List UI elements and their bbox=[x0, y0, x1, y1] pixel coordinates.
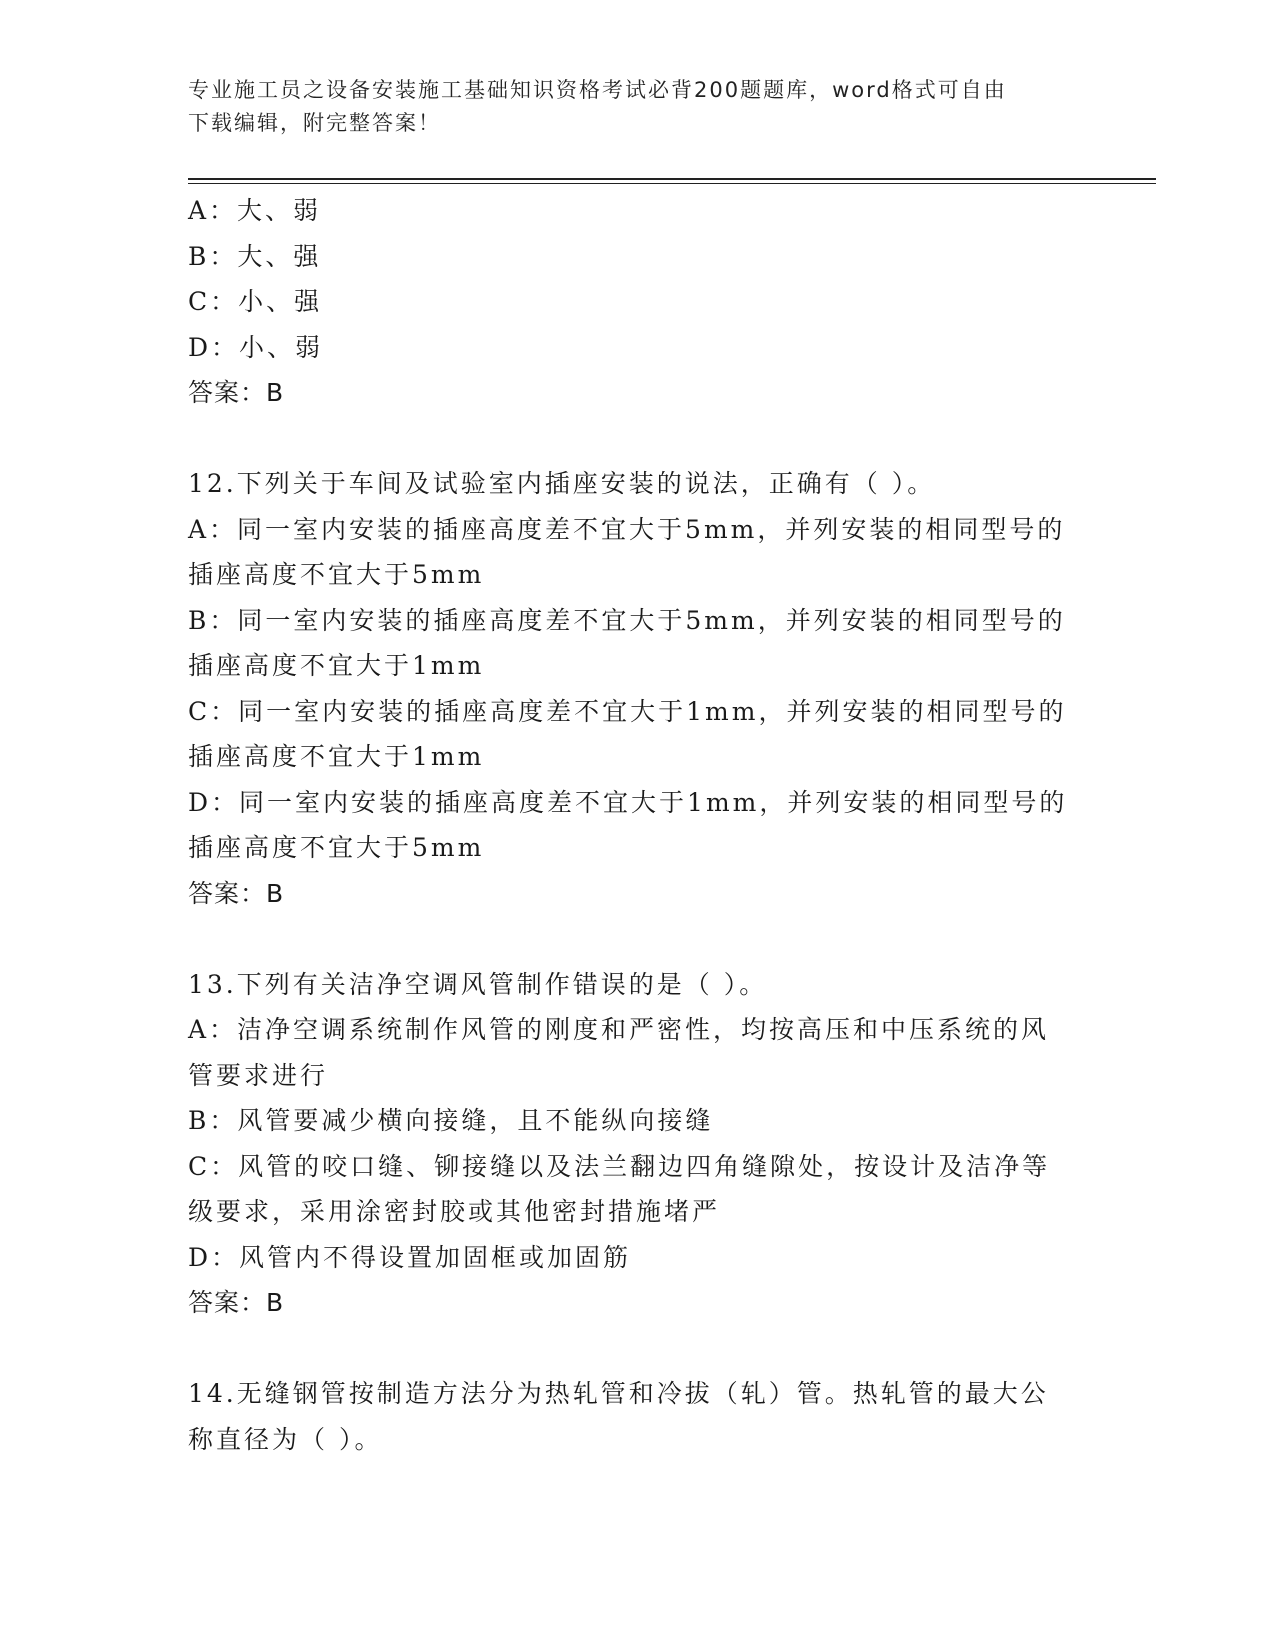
spacer bbox=[188, 1326, 1088, 1372]
option-c-line-1: C：同一室内安装的插座高度差不宜大于1mm，并列安装的相同型号的 bbox=[188, 696, 1067, 726]
option-b: B：大、强 bbox=[188, 241, 322, 271]
question-content bbox=[188, 188, 1088, 1462]
option-d-line-1: D：风管内不得设置加固框或加固筋 bbox=[188, 1242, 632, 1272]
header-line-1: 专业施工员之设备安装施工基础知识资格考试必背200题题库，word格式可自由 bbox=[188, 78, 1007, 102]
option-a-line-1: A：同一室内安装的插座高度差不宜大于5mm，并列安装的相同型号的 bbox=[188, 514, 1066, 544]
option-b-line-1: B：同一室内安装的插座高度差不宜大于5mm，并列安装的相同型号的 bbox=[188, 605, 1066, 635]
option-b-line-2: 插座高度不宜大于1mm bbox=[188, 651, 485, 680]
question-12-block bbox=[188, 461, 1088, 916]
answer-line: 答案：B bbox=[188, 878, 285, 908]
question-11-block bbox=[188, 188, 1088, 416]
header-rule-thin bbox=[188, 183, 1156, 184]
spacer bbox=[188, 916, 1088, 962]
answer-line: 答案：B bbox=[188, 1288, 285, 1317]
spacer bbox=[188, 416, 1088, 462]
option-c-line-2: 插座高度不宜大于1mm bbox=[188, 742, 485, 771]
option-a-line-1: A：洁净空调系统制作风管的刚度和严密性，均按高压和中压系统的风 bbox=[188, 1015, 1050, 1044]
question-text: 13.下列有关洁净空调风管制作错误的是（ ）。 bbox=[188, 969, 768, 999]
question-text: 12.下列关于车间及试验室内插座安装的说法，正确有（ ）。 bbox=[188, 469, 936, 498]
answer-line: 答案：B bbox=[188, 378, 285, 407]
option-a-line-2: 管要求进行 bbox=[188, 1060, 329, 1090]
option-c-line-2: 级要求，采用涂密封胶或其他密封措施堵严 bbox=[188, 1197, 721, 1226]
option-d-line-2: 插座高度不宜大于5mm bbox=[188, 833, 485, 862]
question-14-block bbox=[188, 1371, 1088, 1462]
option-a-line-2: 插座高度不宜大于5mm bbox=[188, 560, 485, 589]
option-a: A：大、弱 bbox=[188, 196, 322, 225]
header-rule-thick bbox=[188, 178, 1156, 180]
question-text-line-2: 称直径为（ ）。 bbox=[188, 1424, 383, 1454]
option-c-line-1: C：风管的咬口缝、铆接缝以及法兰翻边四角缝隙处，按设计及洁净等 bbox=[188, 1151, 1051, 1181]
option-d: D：小、弱 bbox=[188, 332, 324, 362]
option-d-line-1: D：同一室内安装的插座高度差不宜大于1mm，并列安装的相同型号的 bbox=[188, 787, 1068, 817]
header-line-2: 下载编辑，附完整答案！ bbox=[188, 111, 441, 135]
option-c: C：小、强 bbox=[188, 287, 323, 316]
option-b-line-1: B：风管要减少横向接缝，且不能纵向接缝 bbox=[188, 1106, 714, 1135]
question-13-block bbox=[188, 962, 1088, 1326]
question-text-line-1: 14.无缝钢管按制造方法分为热轧管和冷拔（轧）管。热轧管的最大公 bbox=[188, 1379, 1049, 1408]
document-header bbox=[188, 74, 1068, 140]
